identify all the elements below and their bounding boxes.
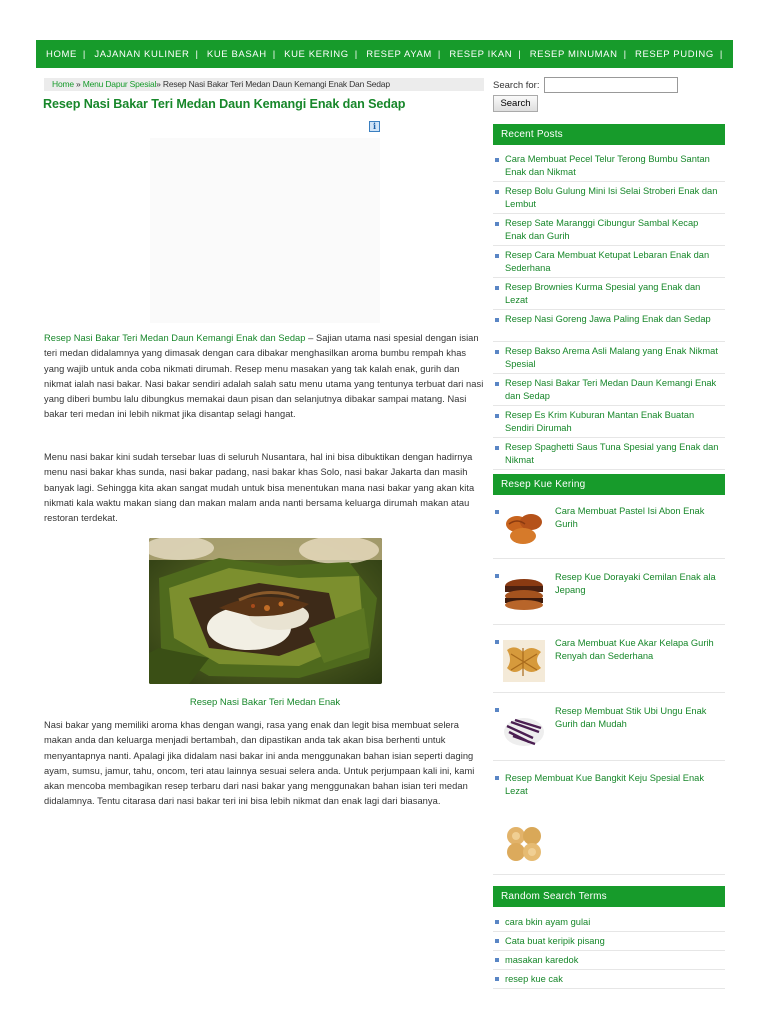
thumbnail-image [503, 822, 545, 864]
bullet-icon [495, 958, 499, 962]
nav-separator: | [719, 48, 723, 60]
nav-item-jajanan-kuliner[interactable]: JAJANAN KULINER [94, 48, 190, 60]
list-item [493, 342, 725, 374]
breadcrumb-category[interactable]: Menu Dapur Spesial [82, 79, 157, 89]
bullet-icon [495, 640, 499, 644]
recent-post-link[interactable]: Resep Nasi Goreng Jawa Paling Enak dan Sedap [505, 314, 711, 324]
bullet-icon [495, 222, 499, 226]
nav-item-kue-kering[interactable]: KUE KERING [284, 48, 349, 60]
list-item [493, 406, 725, 438]
breadcrumb-home[interactable]: Home [52, 79, 74, 89]
bullet-icon [495, 318, 499, 322]
search-term-link[interactable]: Cata buat keripik pisang [505, 936, 605, 946]
list-item [493, 698, 725, 761]
list-item [493, 951, 725, 970]
breadcrumb-separator: » [156, 79, 161, 89]
search-term-link[interactable]: resep kue cak [505, 974, 563, 984]
post-paragraph-3: Nasi bakar yang memiliki aroma khas dengan wangi, rasa yang enak dan legit bisa membuat selera makan anda dan keluarga menjadi bertambah, dan dipastikan anda tak akan bisa berhenti untuk menyantapnya nanti. Apalagi jika didalam nasi bakar ini anda menggunakan bahan isian seperti daging ayam, sumsu, jamur, tahu, oncom, teri atau lainnya sesuai selera anda. Untuk perjumpaan kali ini, kami akan mencoba membagikan resep terbaru dari nasi bakar yang menggunakan bahan isian teri medan didalamnya. Tentu citarasa dari nasi bakar teri ini bisa lebih nikmat dan enak lagi dari biasanya. [44, 720, 475, 807]
search-input[interactable] [544, 77, 678, 93]
image-caption: Resep Nasi Bakar Teri Medan Enak [189, 697, 341, 708]
post-paragraph-2: Menu nasi bakar kini sudah tersebar luas di seluruh Nusantara, hal ini bisa dibuktikan dengan hadirnya menu nasi bakar khas sunda, nasi bakar padang, nasi bakar khas Solo, nasi bakar Jakarta dan masih banyak lagi. Sehingga kita akan sangat mudah untuk bisa menentukan mana nasi bakar yang akan kita nikmati kala waktu makan siang dan makan malam anda nanti bersama keluarga dirumah makan atau restoran terdekat. [44, 452, 475, 524]
bullet-icon [495, 939, 499, 943]
bullet-icon [495, 286, 499, 290]
bullet-icon [495, 158, 499, 162]
bullet-icon [495, 776, 499, 780]
kue-kering-title: Resep Kue Kering [493, 474, 725, 495]
nav-item-resep-minuman[interactable]: RESEP MINUMAN [529, 48, 618, 60]
nav-separator: | [354, 48, 358, 60]
nav-item-kue-basah[interactable]: KUE BASAH [206, 48, 267, 60]
thumbnail-image [503, 506, 545, 548]
thumbnail-stik-ubi-ungu[interactable] [503, 708, 545, 750]
list-item [493, 630, 725, 693]
nav-item-home[interactable]: HOME [46, 48, 77, 60]
recent-post-link[interactable]: Resep Nasi Bakar Teri Medan Daun Kemangi Enak dan Sedap [505, 378, 717, 401]
post-paragraph-1 [44, 331, 486, 423]
bullet-icon [495, 414, 499, 418]
post-title: Resep Nasi Bakar Teri Medan Daun Kemangi Enak dan Sedap [43, 97, 406, 111]
list-item [493, 246, 725, 278]
bullet-icon [495, 254, 499, 258]
thumbnail-dorayaki[interactable] [503, 572, 545, 614]
nav-separator: | [82, 48, 86, 60]
post-intro-link[interactable]: Resep Nasi Bakar Teri Medan Daun Kemangi Enak dan Sedap [44, 333, 306, 343]
kue-kering-link[interactable]: Cara Membuat Pastel Isi Abon Enak Gurih [555, 506, 705, 529]
list-item [493, 438, 725, 470]
ad-placeholder [150, 138, 380, 323]
thumbnail-pastel[interactable] [503, 506, 545, 548]
bullet-icon [495, 446, 499, 450]
bullet-icon [495, 920, 499, 924]
breadcrumb-current: Resep Nasi Bakar Teri Medan Daun Kemangi Enak Dan Sedap [162, 79, 390, 89]
nav-item-resep-ikan[interactable]: RESEP IKAN [449, 48, 513, 60]
bullet-icon [495, 382, 499, 386]
recent-post-link[interactable]: Resep Cara Membuat Ketupat Lebaran Enak dan Sederhana [505, 250, 710, 273]
kue-kering-link[interactable]: Resep Kue Dorayaki Cemilan Enak ala Jepang [555, 572, 716, 595]
list-item [493, 500, 725, 559]
nav-item-resep-ayam[interactable]: RESEP AYAM [366, 48, 432, 60]
ad-info-icon[interactable]: i [369, 121, 380, 132]
list-item [493, 932, 725, 951]
search-term-link[interactable]: cara bkin ayam gulai [505, 917, 591, 927]
list-item [493, 374, 725, 406]
thumbnail-akar-kelapa[interactable] [503, 640, 545, 682]
list-item [493, 913, 725, 932]
recent-post-link[interactable]: Resep Es Krim Kuburan Mantan Enak Buatan Sendiri Dirumah [505, 410, 695, 433]
kue-kering-link[interactable]: Cara Membuat Kue Akar Kelapa Gurih Renyah dan Sederhana [555, 638, 714, 661]
nav-separator: | [195, 48, 198, 60]
list-item [493, 564, 725, 625]
list-item [493, 970, 725, 989]
post-image-nasi-bakar [149, 538, 382, 684]
bullet-icon [495, 977, 499, 981]
search-button[interactable]: Search [493, 95, 538, 112]
nav-separator: | [437, 48, 441, 60]
list-item [493, 310, 725, 342]
recent-post-link[interactable]: Resep Brownies Kurma Spesial yang Enak dan Lezat [505, 282, 701, 305]
nav-separator: | [518, 48, 521, 60]
thumbnail-image [503, 708, 545, 750]
breadcrumb-separator: » [76, 79, 81, 89]
kue-kering-link[interactable]: Resep Membuat Stik Ubi Ungu Enak Gurih dan Mudah [555, 706, 707, 729]
list-item [493, 182, 725, 214]
bullet-icon [495, 708, 499, 712]
thumbnail-kue-bangkit[interactable] [503, 822, 545, 864]
bullet-icon [495, 510, 499, 514]
nav-separator: | [623, 48, 627, 60]
search-term-link[interactable]: masakan karedok [505, 955, 579, 965]
nasi-bakar-illustration [149, 538, 382, 684]
post-intro-text: – Sajian utama nasi spesial dengan isian teri medan didalamnya yang dimasak dengan cara dibakar menghasilkan aroma bumbu rempah khas yang wajib untuk anda coba nikmati dirumah. Resep menu masakan yang tak kalah enak, gurih dan nikmat ialah nasi bakar. Nasi bakar sendiri adalah salah satu menu utama yang tentunya terbuat dari nasi yang diberi bumbu lalu dibungkus memakai daun pisan dan selanjutnya dibakar sampai matang. Nasi bakar teri medan ini lebih nikmat jika disantap selagi hangat. [44, 333, 484, 420]
list-item [493, 278, 725, 310]
recent-post-link[interactable]: Resep Bakso Arema Asli Malang yang Enak Nikmat Spesial [505, 346, 718, 369]
recent-post-link[interactable]: Cara Membuat Pecel Telur Terong Bumbu Santan Enak dan Nikmat [505, 154, 710, 177]
bullet-icon [495, 350, 499, 354]
recent-post-link[interactable]: Resep Spaghetti Saus Tuna Spesial yang Enak dan Nikmat [505, 442, 719, 465]
bullet-icon [495, 574, 499, 578]
random-search-title: Random Search Terms [493, 886, 725, 907]
breadcrumb [44, 78, 484, 91]
bullet-icon [495, 190, 499, 194]
kue-kering-link[interactable]: Resep Membuat Kue Bangkit Keju Spesial Enak Lezat [505, 773, 704, 796]
recent-posts-list [493, 150, 725, 470]
recent-post-link[interactable]: Resep Bolu Gulung Mini Isi Selai Stroberi Enak dan Lembut [505, 186, 718, 209]
nav-item-resep-puding[interactable]: RESEP PUDING [635, 48, 714, 60]
recent-post-link[interactable]: Resep Sate Maranggi Cibungur Sambal Kecap Enak dan Gurih [505, 218, 699, 241]
list-item [493, 214, 725, 246]
list-item [493, 766, 725, 875]
search-label: Search for: [493, 80, 540, 91]
thumbnail-image [503, 572, 545, 614]
main-navbar [36, 40, 733, 68]
nav-separator: | [272, 48, 276, 60]
recent-posts-title: Recent Posts [493, 124, 725, 145]
list-item [493, 150, 725, 182]
thumbnail-image [503, 640, 545, 682]
